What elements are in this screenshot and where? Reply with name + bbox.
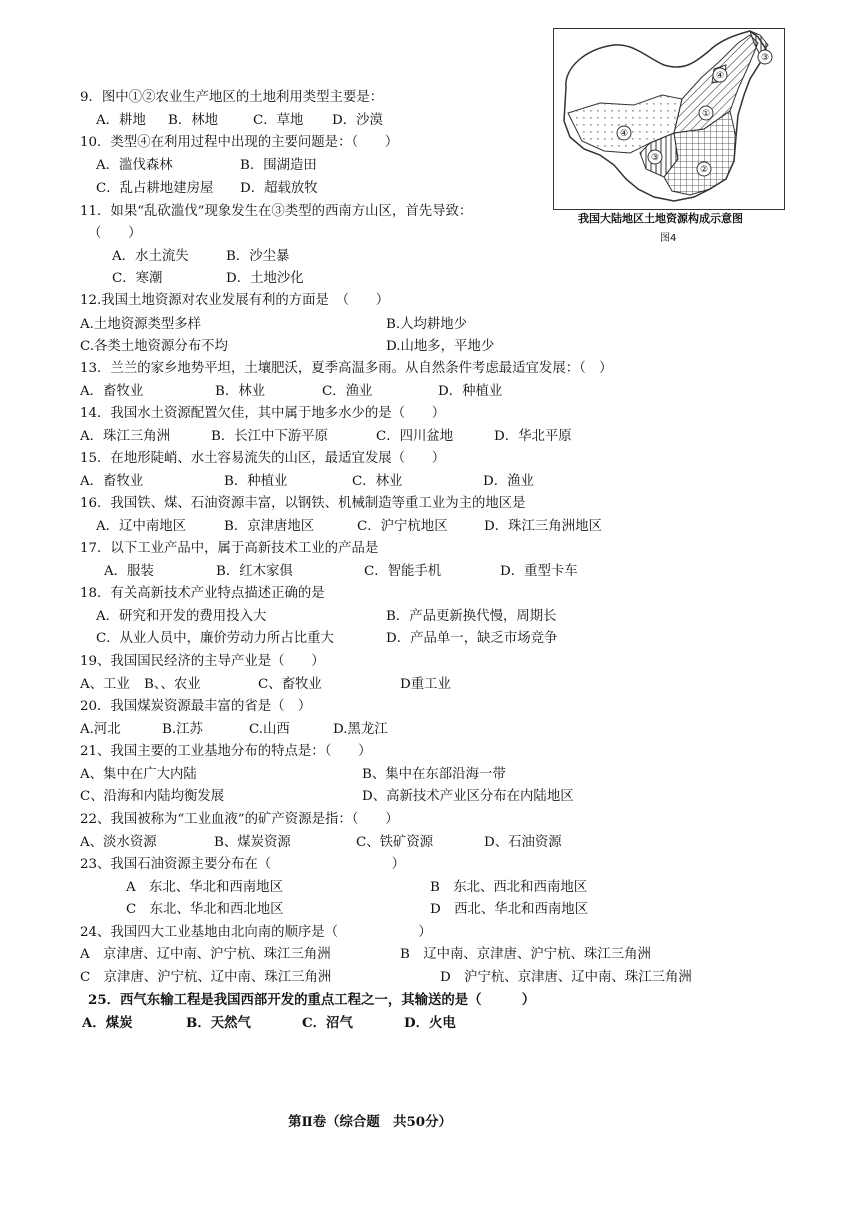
question-stem: 21、我国主要的工业基地分布的特点是：（ ） [80, 744, 372, 759]
answer-option: D、高新技术产业区分布在内陆地区 [362, 789, 574, 804]
answer-option: C、沿海和内陆均衡发展 [80, 789, 225, 804]
question-stem: 19、我国国民经济的主导产业是（ ） [80, 654, 325, 669]
answer-option: D重工业 [400, 677, 451, 692]
answer-option: B、集中在东部沿海一带 [362, 767, 506, 782]
answer-option: A、工业 [80, 677, 130, 692]
answer-option: C．乱占耕地建房屋 [96, 181, 214, 196]
marker-1: ① [701, 109, 711, 119]
land-resource-map [553, 28, 785, 210]
map-figure-label: 图4 [660, 233, 677, 244]
answer-option: A 京津唐、辽中南、沪宁杭、珠江三角洲 [80, 947, 331, 962]
question-stem: 18．有关高新技术产业特点描述正确的是 [80, 586, 325, 601]
answer-option: B．红木家俱 [216, 564, 293, 579]
question-stem: 12.我国土地资源对农业发展有利的方面是 （ ） [80, 293, 390, 308]
answer-option: D．重型卡车 [500, 564, 578, 579]
question-stem: 22、我国被称为“工业血液”的矿产资源是指：（ ） [80, 812, 399, 827]
answer-option: D．产品单一，缺乏市场竞争 [386, 631, 558, 646]
answer-option: B．种植业 [224, 474, 288, 489]
answer-option: B．长江中下游平原 [211, 429, 328, 444]
answer-option: A、集中在广大内陆 [80, 767, 197, 782]
question-stem: 11．如果“乱砍滥伐”现象发生在③类型的西南方山区，首先导致： [80, 204, 473, 219]
answer-option: （ ） [88, 226, 142, 241]
question-stem: 15．在地形陡峭、水土容易流失的山区，最适宜发展（ ） [80, 451, 446, 466]
answer-option: A．研究和开发的费用投入大 [96, 609, 267, 624]
china-land-map-graphic [554, 29, 784, 209]
answer-option: D 沪宁杭、京津唐、辽中南、珠江三角洲 [440, 970, 692, 985]
answer-option: A．水土流失 [112, 249, 189, 264]
answer-option: D．土地沙化 [226, 271, 304, 286]
answer-option: A．服装 [104, 564, 154, 579]
answer-option: D．华北平原 [494, 429, 572, 444]
answer-option: C 东北、华北和西北地区 [126, 902, 284, 917]
answer-option: D．超载放牧 [240, 181, 318, 196]
marker-4-ne: ④ [715, 71, 725, 81]
answer-option: B.人均耕地少 [386, 317, 468, 332]
answer-option: C 京津唐、沪宁杭、辽中南、珠江三角洲 [80, 970, 332, 985]
question-stem: 10．类型④在利用过程中出现的主要问题是：（ ） [80, 135, 399, 150]
question-stem: 25．西气东输工程是我国西部开发的重点工程之一，其输送的是（ ） [88, 992, 536, 1008]
answer-option: B．天然气 [186, 1015, 251, 1031]
marker-3-ne: ③ [760, 53, 770, 63]
answer-option: B．林业 [215, 384, 266, 399]
question-stem: 24、我国四大工业基地由北向南的顺序是（ ） [80, 925, 432, 940]
question-stem: 16．我国铁、煤、石油资源丰富，以钢铁、机械制造等重工业为主的地区是 [80, 496, 526, 511]
answer-option: B 东北、西北和西南地区 [430, 880, 588, 895]
answer-option: D．种植业 [438, 384, 503, 399]
question-stem: 17．以下工业产品中，属于高新技术工业的产品是 [80, 541, 379, 556]
answer-option: A．煤炭 [82, 1015, 133, 1031]
answer-option: C．四川盆地 [376, 429, 454, 444]
answer-option: D、石油资源 [484, 835, 562, 850]
section-footer-title: 第Ⅱ卷（综合题 共50分） [288, 1114, 452, 1130]
answer-option: A．珠江三角洲 [80, 429, 171, 444]
answer-option: B．产品更新换代慢，周期长 [386, 609, 557, 624]
answer-option: A．耕地 [96, 113, 146, 128]
marker-4: ④ [619, 129, 629, 139]
question-stem: 20．我国煤炭资源最丰富的省是（ ） [80, 699, 312, 714]
answer-option: B．京津唐地区 [224, 519, 315, 534]
answer-option: D．渔业 [483, 474, 534, 489]
marker-2: ② [699, 165, 709, 175]
answer-option: C.各类土地资源分布不均 [80, 339, 228, 354]
question-stem: 9．图中①②农业生产地区的土地利用类型主要是： [80, 90, 384, 105]
answer-option: B 辽中南、京津唐、沪宁杭、珠江三角洲 [400, 947, 651, 962]
answer-option: B、煤炭资源 [214, 835, 291, 850]
answer-option: A．畜牧业 [80, 384, 144, 399]
answer-option: D．火电 [404, 1015, 456, 1031]
answer-option: C．寒潮 [112, 271, 163, 286]
answer-option: C．沼气 [302, 1015, 353, 1031]
answer-option: A.河北 [80, 722, 121, 737]
answer-option: C.山西 [249, 722, 290, 737]
answer-option: C、畜牧业 [258, 677, 322, 692]
answer-option: C、铁矿资源 [356, 835, 434, 850]
answer-option: A 东北、华北和西南地区 [126, 880, 283, 895]
answer-option: C．从业人员中，廉价劳动力所占比重大 [96, 631, 334, 646]
answer-option: A．畜牧业 [80, 474, 144, 489]
answer-option: B.江苏 [162, 722, 203, 737]
answer-option: B．林地 [168, 113, 219, 128]
map-caption: 我国大陆地区土地资源构成示意图 [578, 212, 743, 225]
question-stem: 14．我国水土资源配置欠佳，其中属于地多水少的是（ ） [80, 406, 446, 421]
answer-option: A．滥伐森林 [96, 158, 173, 173]
answer-option: C．智能手机 [364, 564, 442, 579]
answer-option: B、、农业 [144, 677, 201, 692]
answer-option: A．辽中南地区 [96, 519, 187, 534]
answer-option: D．沙漠 [332, 113, 383, 128]
answer-option: B．沙尘暴 [226, 249, 290, 264]
answer-option: D.山地多，平地少 [386, 339, 495, 354]
answer-option: A.土地资源类型多样 [80, 317, 202, 332]
answer-option: D.黑龙江 [333, 722, 388, 737]
marker-3: ③ [650, 153, 660, 163]
answer-option: C．林业 [352, 474, 403, 489]
answer-option: D．珠江三角洲地区 [484, 519, 602, 534]
answer-option: C．草地 [253, 113, 304, 128]
question-stem: 13．兰兰的家乡地势平坦，土壤肥沃，夏季高温多雨。从自然条件考虑最适宜发展：（ ） [80, 361, 613, 376]
answer-option: B．围湖造田 [240, 158, 317, 173]
question-stem: 23、我国石油资源主要分布在（ ） [80, 857, 406, 872]
answer-option: D 西北、华北和西南地区 [430, 902, 589, 917]
answer-option: C．渔业 [322, 384, 373, 399]
answer-option: C．沪宁杭地区 [357, 519, 448, 534]
answer-option: A、淡水资源 [80, 835, 157, 850]
